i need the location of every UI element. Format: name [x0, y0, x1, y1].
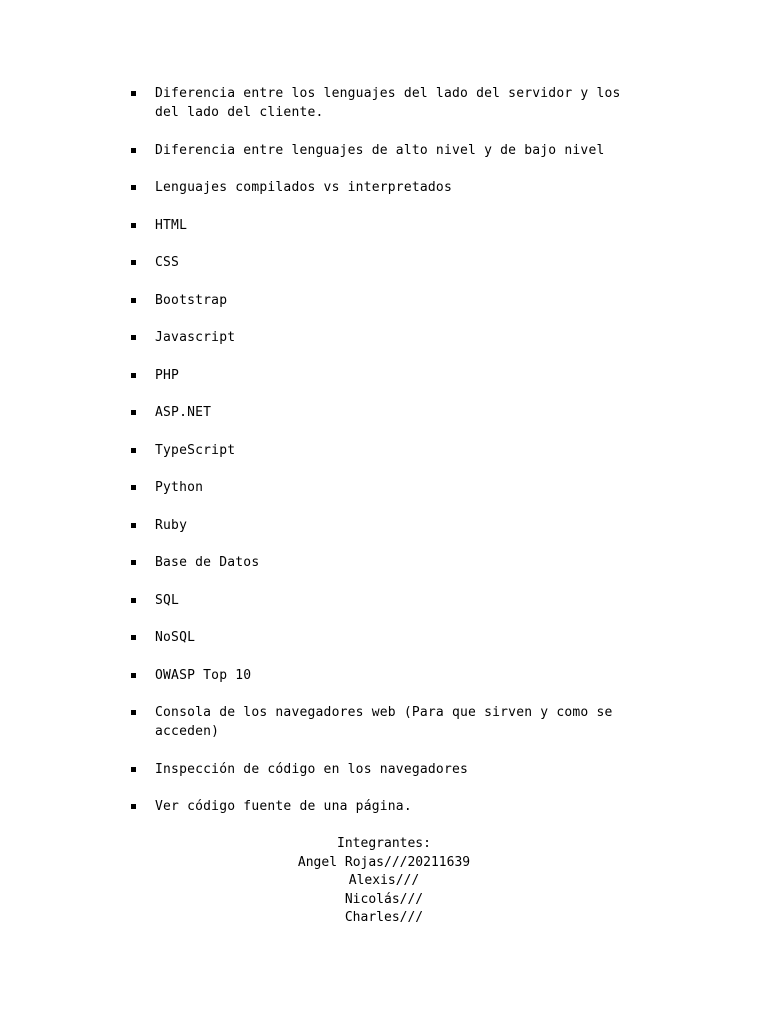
- topic-text: SQL: [155, 592, 180, 608]
- topic-text: Diferencia entre los lenguajes del lado del servidor y los del lado del cliente.: [155, 86, 621, 120]
- square-bullet-icon: [131, 410, 136, 415]
- topic-text: HTML: [155, 217, 188, 233]
- list-item: [0, 141, 768, 160]
- square-bullet-icon: [131, 523, 136, 528]
- square-bullet-icon: [131, 260, 136, 265]
- topic-text: TypeScript: [155, 442, 236, 458]
- list-item: [0, 516, 768, 535]
- list-item: [0, 797, 768, 816]
- team-section: [0, 835, 768, 928]
- topic-text: CSS: [155, 255, 180, 270]
- list-item: [0, 403, 768, 422]
- list-item: [0, 178, 768, 197]
- list-item: [0, 703, 768, 741]
- topic-text: Base de Datos: [155, 555, 260, 570]
- list-item: [0, 666, 768, 685]
- topic-text: Javascript: [155, 330, 236, 345]
- square-bullet-icon: [131, 91, 136, 96]
- square-bullet-icon: [131, 373, 136, 378]
- list-item: [0, 366, 768, 385]
- square-bullet-icon: [131, 635, 136, 640]
- square-bullet-icon: [131, 485, 136, 490]
- team-member: Alexis///: [348, 873, 420, 888]
- square-bullet-icon: [131, 710, 136, 715]
- list-item: [0, 441, 768, 460]
- square-bullet-icon: [131, 767, 136, 772]
- list-item: [0, 478, 768, 497]
- list-item: [0, 591, 768, 610]
- topic-text: Ruby: [155, 517, 188, 533]
- square-bullet-icon: [131, 448, 136, 453]
- topic-text: Inspección de código en los navegadores: [155, 761, 469, 777]
- team-member: Charles///: [344, 910, 424, 925]
- square-bullet-icon: [131, 298, 136, 303]
- list-item: [0, 760, 768, 779]
- topic-text: Bootstrap: [155, 292, 228, 308]
- topic-text: Lenguajes compilados vs interpretados: [155, 180, 452, 195]
- list-item: [0, 291, 768, 310]
- square-bullet-icon: [131, 804, 136, 809]
- square-bullet-icon: [131, 673, 136, 678]
- list-item: [0, 253, 768, 272]
- square-bullet-icon: [131, 598, 136, 603]
- team-member: Nicolás///: [344, 891, 424, 907]
- square-bullet-icon: [131, 223, 136, 228]
- team-title: Integrantes:: [337, 836, 431, 851]
- list-item: [0, 553, 768, 572]
- team-member: Angel Rojas///20211639: [297, 854, 471, 870]
- square-bullet-icon: [131, 148, 136, 153]
- square-bullet-icon: [131, 560, 136, 565]
- square-bullet-icon: [131, 185, 136, 190]
- list-item: [0, 628, 768, 647]
- topic-text: ASP.NET: [155, 405, 212, 420]
- topic-text: Consola de los navegadores web (Para que sirven y como se acceden): [155, 705, 613, 739]
- topic-text: OWASP Top 10: [155, 667, 252, 683]
- list-item: [0, 84, 768, 122]
- topic-text: Python: [155, 480, 204, 495]
- list-item: [0, 328, 768, 347]
- topic-text: Diferencia entre lenguajes de alto nivel y de bajo nivel: [155, 142, 605, 158]
- square-bullet-icon: [131, 335, 136, 340]
- topic-list: [0, 84, 768, 835]
- topic-text: Ver código fuente de una página.: [155, 799, 412, 814]
- list-item: [0, 216, 768, 235]
- topic-text: PHP: [155, 367, 180, 383]
- topic-text: NoSQL: [155, 630, 196, 645]
